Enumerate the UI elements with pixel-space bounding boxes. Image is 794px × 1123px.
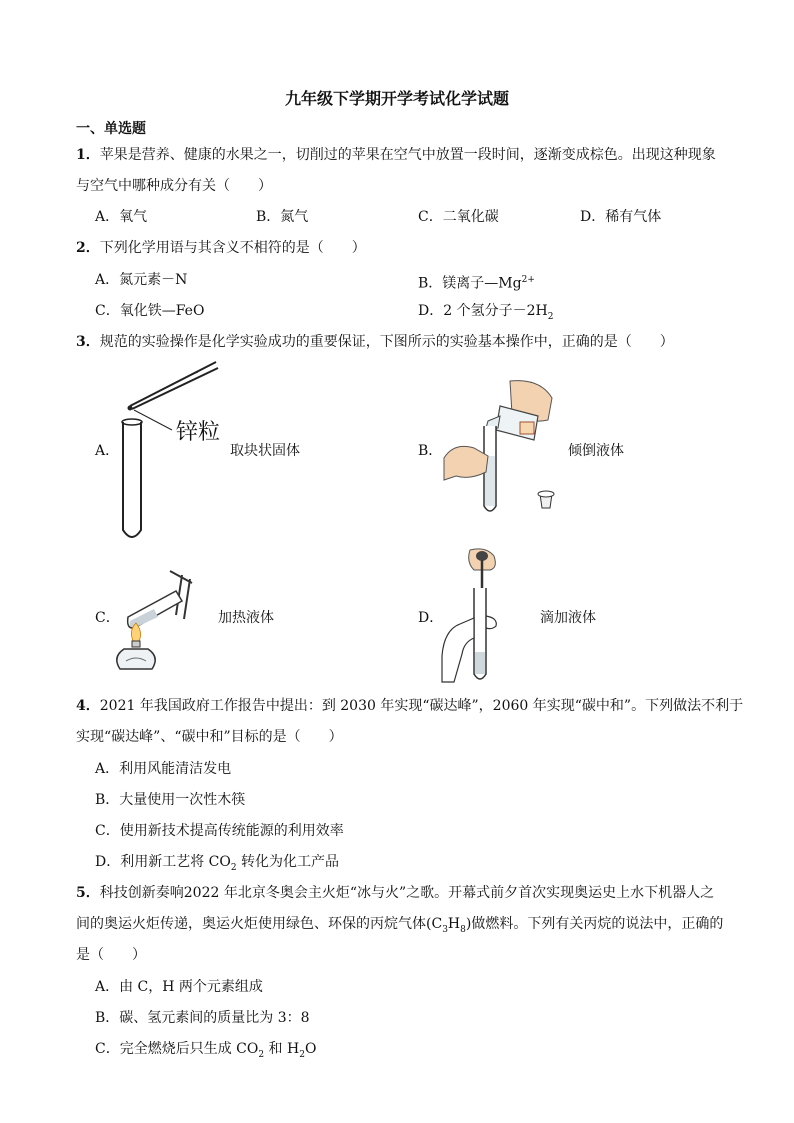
question-5-line-3: 是（ ）	[76, 947, 146, 963]
q3-option-b-label: B．	[418, 443, 443, 459]
page-title: 九年级下学期开学考试化学试题	[284, 89, 509, 108]
q3-option-a-text: 取块状固体	[230, 443, 300, 459]
q4-option-c: C．使用新技术提高传统能源的利用效率	[95, 823, 344, 839]
heating-liquid-figure	[114, 565, 210, 671]
q1-option-b: B．氮气	[256, 209, 309, 225]
question-5-line-2: 间的奥运火炬传递，奥运火炬使用绿色、环保的丙烷气体$(C_3H_8)$做燃料。下列有关丙烷的说法中，正确的	[76, 916, 724, 935]
q2-option-c: C．氧化铁—FeO	[95, 303, 205, 319]
q2-option-d: D．2 个氢分子$-2H_2$	[418, 303, 554, 322]
tweezers-test-tube-figure	[118, 358, 238, 543]
question-3-stem: 3．规范的实验操作是化学实验成功的重要保证，下图所示的实验基本操作中，正确的是（ ）	[76, 334, 674, 350]
q1-option-c: C．二氧化碳	[418, 209, 499, 225]
question-5-line-1: 5．科技创新奏响2022 年北京冬奥会主火炬“冰与火”之歌。开幕式前夕首次实现奥运史上水下机器人之	[76, 885, 715, 901]
question-4-line-1: 4．2021 年我国政府工作报告中提出：到 2030 年实现“碳达峰”，2060 年实现“碳中和”。下列做法不利于	[76, 698, 744, 714]
q2-option-b: B．镁离子$—Mg^{2+}$	[418, 275, 535, 292]
q3-option-d-text: 滴加液体	[540, 610, 596, 626]
q4-option-b: B．大量使用一次性木筷	[95, 792, 246, 808]
question-2-stem: 2．下列化学用语与其含义不相符的是（ ）	[76, 240, 366, 256]
q5-option-b: B．碳、氢元素间的质量比为 3：8	[95, 1010, 310, 1026]
q3-option-c-label: C．	[95, 610, 120, 626]
q1-option-a: A．氧气	[95, 209, 148, 225]
q4-option-d: D．利用新工艺将 $CO_2$ 转化为化工产品	[95, 854, 340, 873]
question-1-line-1: 1．苹果是营养、健康的水果之一，切削过的苹果在空气中放置一段时间，逐渐变成棕色。出现这种现象	[76, 147, 716, 163]
section-heading: 一、单选题	[76, 121, 146, 137]
q3-option-a-label: A．	[95, 443, 120, 459]
pouring-liquid-figure	[440, 376, 565, 516]
question-4-line-2: 实现“碳达峰”、“碳中和”目标的是（ ）	[76, 729, 343, 745]
q5-option-c: C．完全燃烧后只生成 $CO_2$ 和 $H_2O$	[95, 1041, 317, 1060]
zinc-granule-label: 锌粒	[176, 420, 221, 445]
q3-option-d-label: D．	[418, 610, 444, 626]
q5-option-a: A．由 C，H 两个元素组成	[95, 979, 263, 995]
question-number: 1．	[76, 147, 100, 163]
q2-option-a: A．氮元素－N	[95, 272, 188, 288]
q4-option-a: A．利用风能清洁发电	[95, 761, 232, 777]
q3-option-b-text: 倾倒液体	[568, 443, 624, 459]
q3-option-c-text: 加热液体	[218, 610, 274, 626]
question-1-line-2: 与空气中哪种成分有关（ ）	[76, 178, 272, 194]
dropping-liquid-figure	[440, 546, 520, 686]
q1-option-d: D．稀有气体	[580, 209, 662, 225]
